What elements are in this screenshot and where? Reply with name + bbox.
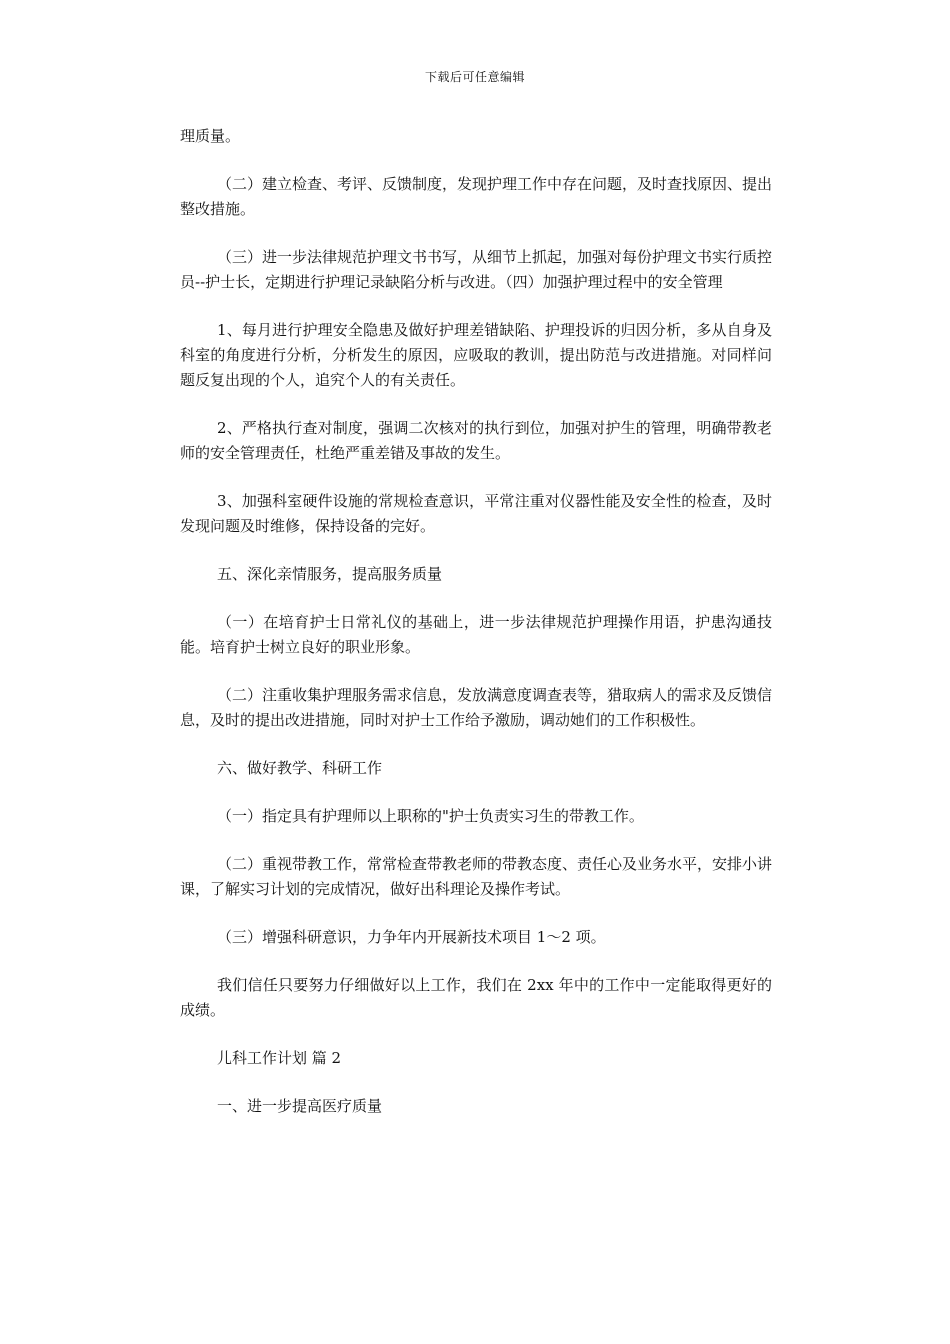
section-title: 儿科工作计划 篇 2 [217, 1049, 342, 1067]
paragraph: 我们信任只要努力仔细做好以上工作，我们在 2xx 年中的工作中一定能取得更好的成绩。 [180, 976, 772, 1019]
document-body [180, 124, 772, 1119]
section-heading: 一、进一步提高医疗质量 [217, 1097, 383, 1115]
section-heading: 六、做好教学、科研工作 [217, 759, 383, 777]
paragraph: （三）进一步法律规范护理文书书写，从细节上抓起，加强对每份护理文书实行质控员--护士长，定期进行护理记录缺陷分析与改进。（四）加强护理过程中的安全管理 [180, 248, 773, 291]
paragraph: 2、严格执行查对制度，强调二次核对的执行到位，加强对护生的管理，明确带教老师的安全管理责任，杜绝严重差错及事故的发生。 [180, 419, 772, 462]
paragraph: （二）建立检查、考评、反馈制度，发现护理工作中存在问题，及时查找原因、提出整改措施。 [180, 175, 773, 218]
page-header: 下载后可任意编辑 [424, 70, 525, 84]
paragraph: （一）在培育护士日常礼仪的基础上，进一步法律规范护理操作用语，护患沟通技能。培育护士树立良好的职业形象。 [180, 613, 772, 656]
paragraph: （二）注重收集护理服务需求信息，发放满意度调查表等，猎取病人的需求及反馈信息，及时的提出改进措施，同时对护士工作给予激励，调动她们的工作积极性。 [180, 686, 773, 729]
paragraph: （一）指定具有护理师以上职称的"护士负责实习生的带教工作。 [217, 807, 644, 825]
paragraph: 理质量。 [180, 127, 241, 145]
section-heading: 五、深化亲情服务，提高服务质量 [217, 565, 443, 583]
paragraph: 1、每月进行护理安全隐患及做好护理差错缺陷、护理投诉的归因分析，多从自身及科室的角度进行分析，分析发生的原因，应吸取的教训，提出防范与改进措施。对同样问题反复出现的个人，追究个人的有关责任。 [180, 321, 772, 389]
paragraph: （二）重视带教工作，常常检查带教老师的带教态度、责任心及业务水平，安排小讲课，了解实习计划的完成情况，做好出科理论及操作考试。 [180, 855, 773, 898]
paragraph: 3、加强科室硬件设施的常规检查意识，平常注重对仪器性能及安全性的检查，及时发现问题及时维修，保持设备的完好。 [180, 492, 772, 535]
paragraph: （三）增强科研意识，力争年内开展新技术项目 1～2 项。 [217, 928, 606, 946]
